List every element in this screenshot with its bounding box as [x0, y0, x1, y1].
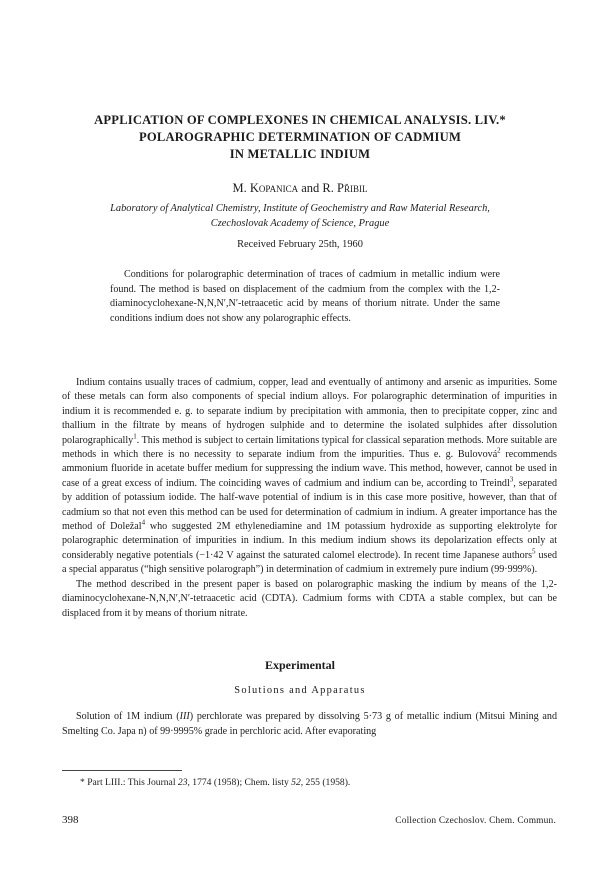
author-1-initial: M. [232, 181, 247, 195]
introduction [62, 376, 557, 621]
reference-marker: 3 [509, 475, 514, 484]
intro-text: recommends ammonium fluoride in acetate buffer medium for suppressing the indium wave. This method, however, cannot be used in case of a great excess of indium. The coinciding waves of cadmium and indium can be, according to Treindl [62, 449, 557, 489]
reference-marker: 5 [532, 547, 536, 556]
footnote-rule [62, 770, 182, 771]
experimental-text [62, 710, 557, 739]
article-title-line-3: IN METALLIC INDIUM [229, 147, 371, 161]
journal-name: Collection Czechoslov. Chem. Commun. [395, 816, 556, 826]
received-date: Received February 25th, 1960 [237, 239, 363, 250]
footnote-text: * Part LIII.: This Journal [80, 777, 178, 788]
reference-marker: 1 [133, 432, 137, 441]
footnote-text: 1774 (1958); Chem. listy [189, 777, 292, 788]
intro-text: Indium contains usually traces of cadmium, copper, lead and eventually of antimony and arsenic as impurities. Some of these metals can form also components of special indium alloys. For polarographic determination of impurities in indium it is recommended e. g. to separate indium by precipitation with ammonia, then to precipitate copper, zinc and thallium in the filtrate by means of hydrogen sulphide and to determine the isolated sulphides after dissolution polarographically [62, 377, 557, 446]
article-title-line-2: POLAROGRAPHIC DETERMINATION OF CADMIUM [138, 130, 462, 144]
author-line [60, 180, 540, 196]
reference-marker: 2 [497, 446, 501, 455]
affiliation-line-1: Laboratory of Analytical Chemistry, Institute of Geochemistry and Raw Material Research, [110, 203, 490, 214]
abstract-text: Conditions for polarographic determination of traces of cadmium in metallic indium were found. The method is based on displacement of the cadmium from the complex with the 1,2-diaminocyclohexane-N,N,N′,N′-tetraacetic acid by means of thorium nitrate. Under the same conditions indium does not show any polarographic effects. [110, 269, 500, 324]
footnote-volume: 52, [291, 777, 304, 788]
intro-paragraph-2: The method described in the present paper is based on polarographic masking the indium by means of the 1,2-diaminocyclohexane-N,N,N′,N′-tetraacetic acid (CDTA). Cadmium forms with CDTA a stable complex, but can be displaced from it by means of thorium nitrate. [62, 578, 557, 619]
author-2-initial: R. [322, 181, 334, 195]
abstract [110, 268, 500, 326]
affiliation [62, 201, 538, 231]
article-title-line-1: APPLICATION OF COMPLEXONES IN CHEMICAL ANALYSIS. LIV.* [94, 113, 506, 127]
intro-text: . This method is subject to certain limitations typical for classical separation methods. More suitable are methods in which there is no necessity to separate indium from the impurities. Thus e. g. Bulovová [62, 434, 557, 461]
intro-text: , separated by addition of potassium iodide. The half-wave potential of indium is in this case more positive, however, than that of cadmium so that not even this method can be used for determination of cadmium in indium. A greater importance has the method of Doležal [62, 477, 557, 533]
footnote-text: 255 (1958). [303, 777, 351, 788]
footnote-volume: 23, [177, 777, 190, 788]
intro-text: used a special apparatus (“high sensitive polarograph”) in determination of cadmium in extremely pure indium (99·999%). [62, 549, 558, 576]
intro-text: who suggested 2M ethylenediamine and 1M potassium hydroxide as supporting elektrolyte for polarographic determination of impurities in indium. In this medium indium shows its depolarization effects only at considerably negative potentials (−1·42 V against the saturated calomel electrode). In recent time Japanese authors [62, 521, 557, 561]
reference-marker: 4 [141, 518, 146, 527]
author-1-surname: Kopanica [249, 181, 299, 195]
intro-paragraph-1 [62, 376, 557, 578]
oxidation-state: III [179, 711, 190, 722]
section-heading: Experimental [265, 658, 335, 672]
author-conjunction: and [301, 181, 320, 195]
author-2-surname: Přibil [337, 181, 368, 195]
page-number: 398 [62, 814, 79, 826]
affiliation-line-2: Czechoslovak Academy of Science, Prague [210, 218, 390, 229]
experimental-text-part: Solution of 1M indium ( [76, 711, 180, 722]
subsection-heading: Solutions and Apparatus [234, 685, 366, 696]
experimental-text-part: ) perchlorate was prepared by dissolving 5·73 g of metallic indium (Mitsui Mining and Smelting Co. Japa n) of 99·9995% grade in perchloric acid. After evaporating [62, 711, 558, 737]
footnote [80, 776, 550, 789]
experimental-paragraph-1 [62, 710, 557, 739]
